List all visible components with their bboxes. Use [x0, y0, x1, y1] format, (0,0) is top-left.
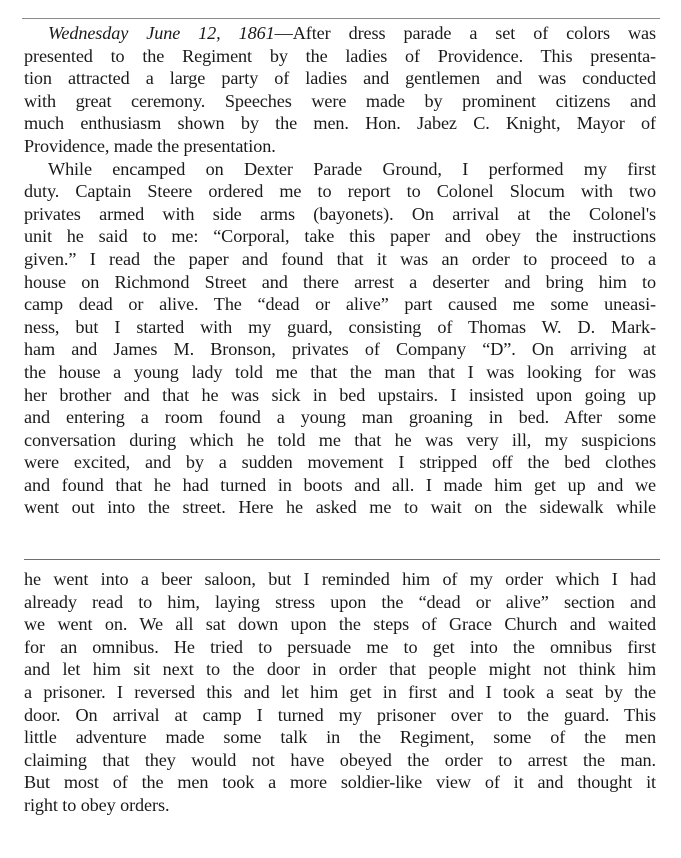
top-rule [22, 18, 660, 19]
text-line: and let him sit next to the door in order that people might not think him [24, 659, 656, 680]
column-break-rule [24, 559, 660, 560]
text-line: unit he said to me: “Corporal, take this paper and obey the instructions [24, 226, 656, 247]
paragraph-start-line: While encamped on Dexter Parade Ground, I performed my first [48, 158, 656, 179]
text-line: door. On arrival at camp I turned my prisoner over to the guard. This [24, 704, 656, 725]
text-line: we went on. We all sat down upon the steps of Grace Church and waited [24, 614, 656, 635]
text-block-lower [24, 568, 656, 817]
text-line: much enthusiasm shown by the men. Hon. Jabez C. Knight, Mayor of [24, 113, 656, 134]
text-line: camp dead or alive. The “dead or alive” part caused me some uneasi- [24, 294, 656, 315]
text-line: went out into the street. Here he asked me to wait on the sidewalk while [24, 497, 656, 518]
text-line: But most of the men took a more soldier-like view of it and thought it [24, 772, 656, 793]
text-line: house on Richmond Street and there arrest a deserter and bring him to [24, 271, 656, 292]
text-line: privates armed with side arms (bayonets). On arrival at the Colonel's [24, 203, 656, 224]
text-line: and entering a room found a young man groaning in bed. After some [24, 407, 656, 428]
text-line: ness, but I started with my guard, consisting of Thomas W. D. Mark- [24, 316, 656, 337]
text-line: and found that he had turned in boots and all. I made him get up and we [24, 474, 656, 495]
text-line: were excited, and by a sudden movement I stripped off the bed clothes [24, 452, 656, 473]
text-line: presented to the Regiment by the ladies of Providence. This presenta- [24, 45, 656, 66]
dateline: Wednesday June 12, 1861 [48, 23, 275, 43]
text-line: conversation during which he told me that he was very ill, my suspicions [24, 429, 656, 450]
text-line: Providence, made the presentation. [24, 135, 276, 156]
text-line: tion attracted a large party of ladies and gentlemen and was conducted [24, 68, 656, 89]
text-line: already read to him, laying stress upon the “dead or alive” section and [24, 591, 656, 612]
text-line: duty. Captain Steere ordered me to report to Colonel Slocum with two [24, 181, 656, 202]
text-line: for an omnibus. He tried to persuade me to get into the omnibus first [24, 636, 656, 657]
first-line [24, 22, 656, 45]
text-line: the house a young lady told me that the man that I was looking for was [24, 361, 656, 382]
text-line: right to obey orders. [24, 794, 170, 815]
first-line-text: —After dress parade a set of colors was [274, 23, 656, 43]
text-line: a prisoner. I reversed this and let him get in first and I took a seat by the [24, 681, 656, 702]
text-line: little adventure made some talk in the Regiment, some of the men [24, 727, 656, 748]
text-block-upper [24, 22, 656, 519]
text-line: with great ceremony. Speeches were made by prominent citizens and [24, 90, 656, 111]
text-line: given.” I read the paper and found that it was an order to proceed to a [24, 248, 656, 269]
text-line: claiming that they would not have obeyed the order to arrest the man. [24, 749, 656, 770]
text-line: her brother and that he was sick in bed upstairs. I insisted upon going up [24, 384, 656, 405]
text-line: ham and James M. Bronson, privates of Company “D”. On arriving at [24, 339, 656, 360]
text-line: he went into a beer saloon, but I reminded him of my order which I had [24, 569, 656, 589]
